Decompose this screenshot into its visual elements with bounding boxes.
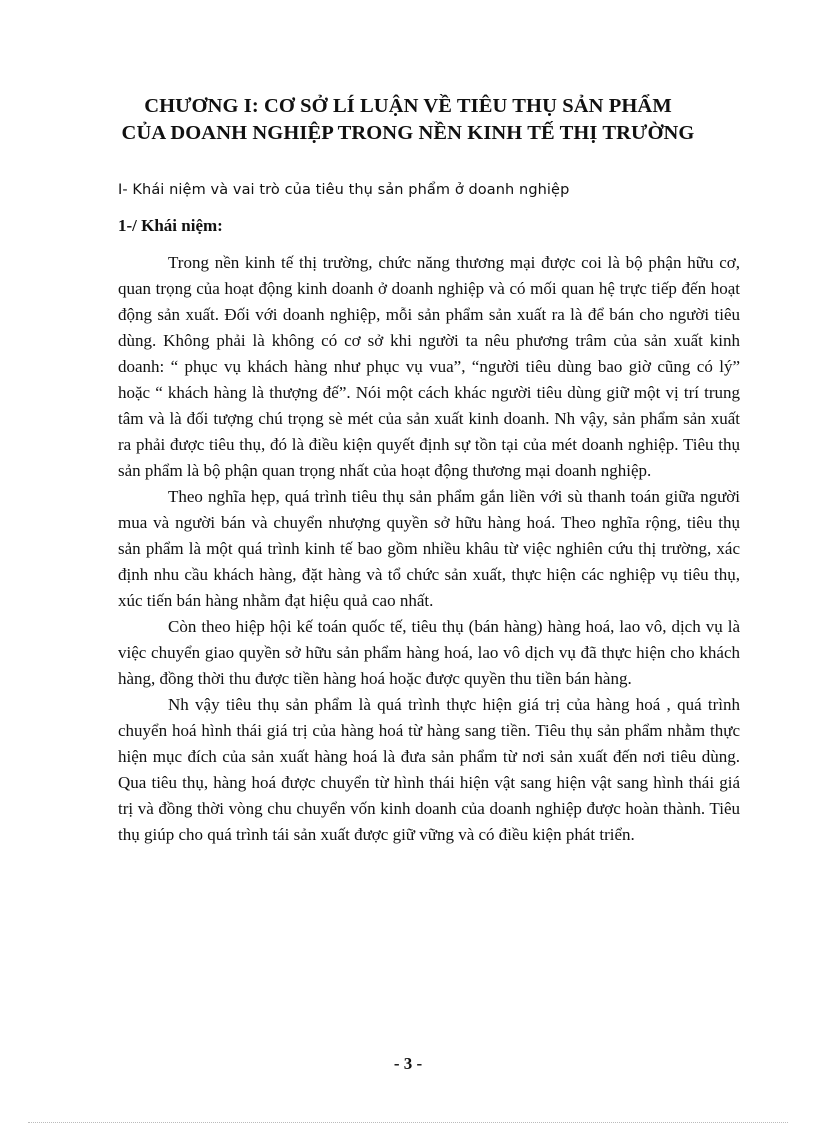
chapter-title-line-2: CỦA DOANH NGHIỆP TRONG NỀN KINH TẾ THỊ TRƯỜNG — [121, 122, 695, 144]
chapter-title-line-1: CHƯƠNG I: CƠ SỞ LÍ LUẬN VỀ TIÊU THỤ SẢN PHẨM — [144, 95, 672, 117]
paragraph-1: Trong nền kinh tế thị trường, chức năng thương mại được coi là bộ phận hữu cơ, quan trọng của hoạt động kinh doanh ở doanh nghiệp và có mối quan hệ trực tiếp đến hoạt động sản xuất. Đối với doanh nghiệp, mỗi sản phẩm sản xuất ra là để bán cho người tiêu dùng. Không phải là không có cơ sở khi người ta nêu phương trâm của sản xuất kinh doanh: “ phục vụ khách hàng như phục vụ vua”, “người tiêu dùng bao giờ cũng có lý” hoặc “ khách hàng là thượng đế”. Nói một cách khác người tiêu dùng giữ một vị trí trung tâm và là đối tượng chú trọng sè mét của sản xuất kinh doanh. Nh vậy, sản phẩm sản xuất ra phải được tiêu thụ, đó là điều kiện quyết định sự tồn tại của mét doanh nghiệp. Tiêu thụ sản phẩm là bộ phận quan trọng nhất của hoạt động thương mại doanh nghiệp. — [118, 253, 740, 480]
page-number: - 3 - — [393, 1054, 423, 1073]
section-heading: I- Khái niệm và vai trò của tiêu thụ sản phẩm ở doanh nghiệp — [118, 182, 570, 198]
paragraph-3: Còn theo hiệp hội kế toán quốc tế, tiêu thụ (bán hàng) hàng hoá, lao vô, dịch vụ là việc chuyển giao quyền sở hữu sản phẩm hàng hoá, lao vô dịch vụ đã thực hiện cho khách hàng, đồng thời thu được tiền hàng hoá hoặc được quyền thu tiền bán hàng. — [118, 617, 740, 688]
subsection-heading: 1-/ Khái niệm: — [118, 216, 223, 235]
paragraph-4: Nh vậy tiêu thụ sản phẩm là quá trình thực hiện giá trị của hàng hoá , quá trình chuyển hoá hình thái giá trị của hàng hoá từ hàng sang tiền. Tiêu thụ sản phẩm nhằm thực hiện mục đích của sản xuất hàng hoá là đưa sản phẩm từ nơi sản xuất đến nơi tiêu dùng. Qua tiêu thụ, hàng hoá được chuyển từ hình thái hiện vật sang hiện vật sang hình thái giá trị và đồng thời vòng chu chuyển vốn kinh doanh của doanh nghiệp được hoàn thành. Tiêu thụ giúp cho quá trình tái sản xuất được giữ vững và có điều kiện phát triển. — [118, 695, 740, 844]
body-text — [118, 250, 740, 848]
paragraph-2: Theo nghĩa hẹp, quá trình tiêu thụ sản phẩm gắn liền với sù thanh toán giữa người mua và người bán và chuyển nhượng quyền sở hữu hàng hoá. Theo nghĩa rộng, tiêu thụ sản phẩm là một quá trình kinh tế bao gồm nhiều khâu từ việc nghiên cứu thị trường, xác định nhu cầu khách hàng, đặt hàng và tổ chức sản xuất, thực hiện các nghiệp vụ tiêu thụ, xúc tiến bán hàng nhằm đạt hiệu quả cao nhất. — [118, 487, 740, 610]
chapter-title — [60, 93, 756, 147]
